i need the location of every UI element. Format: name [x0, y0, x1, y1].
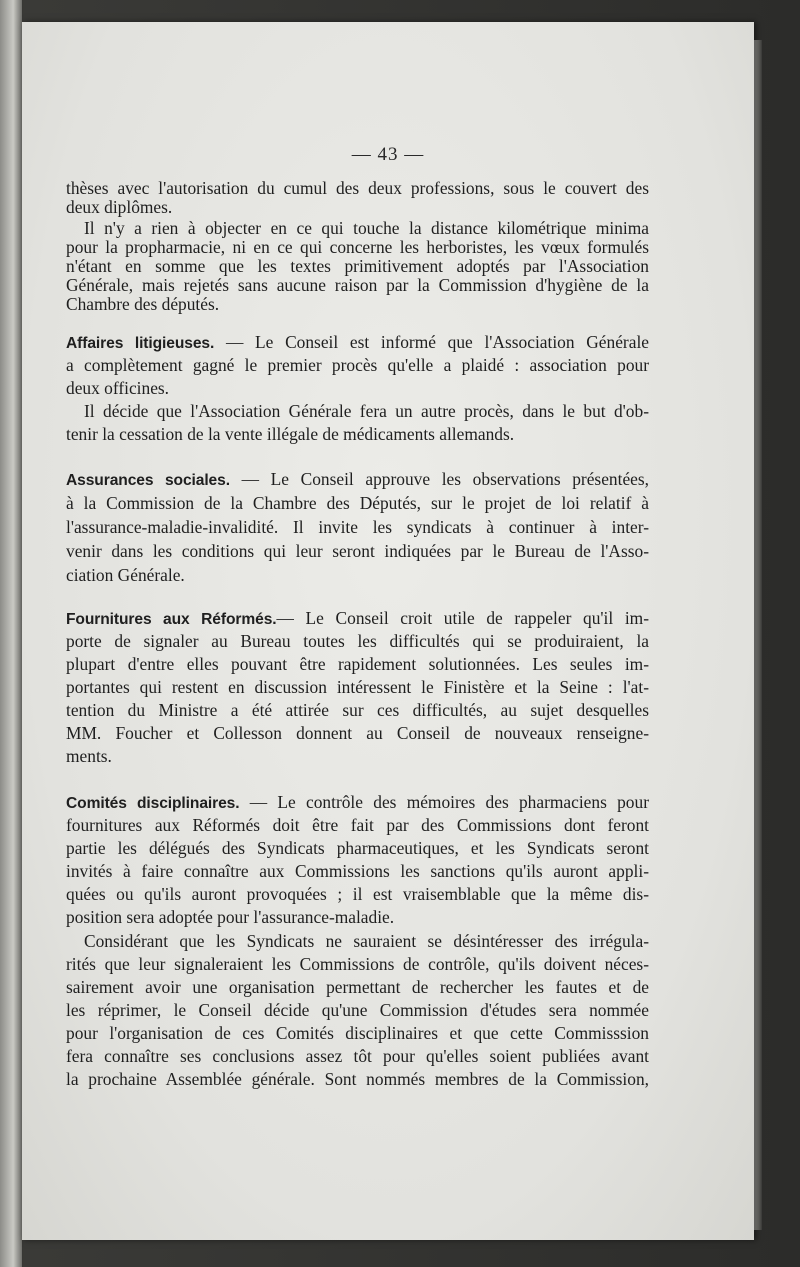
text-line: deux diplômes. — [66, 197, 173, 217]
text-line: tenir la cessation de la vente illégale de médicaments allemands. — [66, 424, 515, 444]
text-line: quées ou qu'ils auront provoquées ; il est vraisemblable que la même dis- — [66, 884, 649, 904]
text-line: porte de signaler au Bureau toutes les difficultés qui se produiraient, la — [66, 631, 649, 651]
text-span: — Le Conseil approuve les observations présentées, — [229, 469, 649, 489]
section-heading: Assurances sociales. — [66, 472, 230, 489]
text-line: position sera adoptée pour l'assurance-maladie. — [66, 907, 395, 927]
text-span: — Le Conseil croit utile de rappeler qu'il im- — [276, 608, 649, 628]
text-line: plupart d'entre elles pouvant être rapidement solutionnées. Les seules im- — [66, 654, 649, 674]
text-line: pour la propharmacie, ni en ce qui concerne les herboristes, les vœux formulés — [66, 237, 649, 257]
text-line: tention du Ministre a été attirée sur ces difficultés, au sujet desquelles — [66, 700, 649, 720]
text-line: partie les délégués des Syndicats pharmaceutiques, et les Syndicats seront — [66, 838, 649, 858]
text-line: portantes qui restent en discussion intéressent le Finistère et la Seine : l'at- — [66, 677, 649, 697]
page-number: — 43 — — [351, 144, 425, 165]
text-line: Il n'y a rien à objecter en ce qui touche la distance kilométrique minima — [84, 218, 649, 238]
text-line: venir dans les conditions qui leur seront indiquées par le Bureau de l'Asso- — [66, 541, 649, 561]
text-line: à la Commission de la Chambre des Députés, sur le projet de loi relatif à — [66, 493, 649, 513]
section-heading: Affaires litigieuses. — [66, 335, 215, 352]
section-first-line — [66, 332, 649, 354]
text-line: fournitures aux Réformés doit être fait par des Commissions dont feront — [66, 815, 649, 835]
text-line: n'étant en somme que les textes primitivement adoptés par l'Association — [66, 256, 649, 276]
text-line: fera connaître ses conclusions assez tôt pour qu'elles soient publiées avant — [66, 1046, 649, 1066]
text-line: Considérant que les Syndicats ne sauraient se désintéresser des irrégula- — [84, 931, 649, 951]
text-line: rités que leur signaleraient les Commissions de contrôle, qu'ils doivent néces- — [66, 954, 649, 974]
section-first-line — [66, 608, 649, 630]
book-binding-edge — [0, 0, 22, 1267]
text-span: — Le contrôle des mémoires des pharmaciens pour — [239, 792, 649, 812]
text-line: a complètement gagné le premier procès qu'elle a plaidé : association pour — [66, 355, 649, 375]
document-page — [22, 22, 754, 1240]
text-line: Il décide que l'Association Générale fera un autre procès, dans le but d'ob- — [84, 401, 649, 421]
text-line: ciation Générale. — [66, 565, 185, 585]
text-line: la prochaine Assemblée générale. Sont nommés membres de la Commission, — [66, 1069, 649, 1089]
text-span: — Le Conseil est informé que l'Association Générale — [214, 332, 649, 352]
text-line: ments. — [66, 746, 112, 766]
section-first-line — [66, 469, 649, 491]
text-line: Générale, mais rejetés sans aucune raison par la Commission d'hygiène de la — [66, 275, 649, 295]
section-first-line — [66, 792, 649, 814]
page-edge — [754, 40, 762, 1230]
text-line: sairement avoir une organisation permettant de rechercher les fautes et de — [66, 977, 649, 997]
section-heading: Fournitures aux Réformés. — [66, 611, 277, 628]
text-line: MM. Foucher et Collesson donnent au Conseil de nouveaux renseigne- — [66, 723, 649, 743]
text-line: invités à faire connaître aux Commissions les sanctions qu'ils auront appli- — [66, 861, 649, 881]
section-heading: Comités disciplinaires. — [66, 795, 240, 812]
text-line: les réprimer, le Conseil décide qu'une Commission d'études sera nommée — [66, 1000, 649, 1020]
text-line: thèses avec l'autorisation du cumul des deux professions, sous le couvert des — [66, 178, 649, 198]
text-line: pour l'organisation de ces Comités disciplinaires et que cette Commisssion — [66, 1023, 649, 1043]
text-line: deux officines. — [66, 378, 170, 398]
text-line: l'assurance-maladie-invalidité. Il invite les syndicats à continuer à inter- — [66, 517, 649, 537]
text-line: Chambre des députés. — [66, 294, 220, 314]
